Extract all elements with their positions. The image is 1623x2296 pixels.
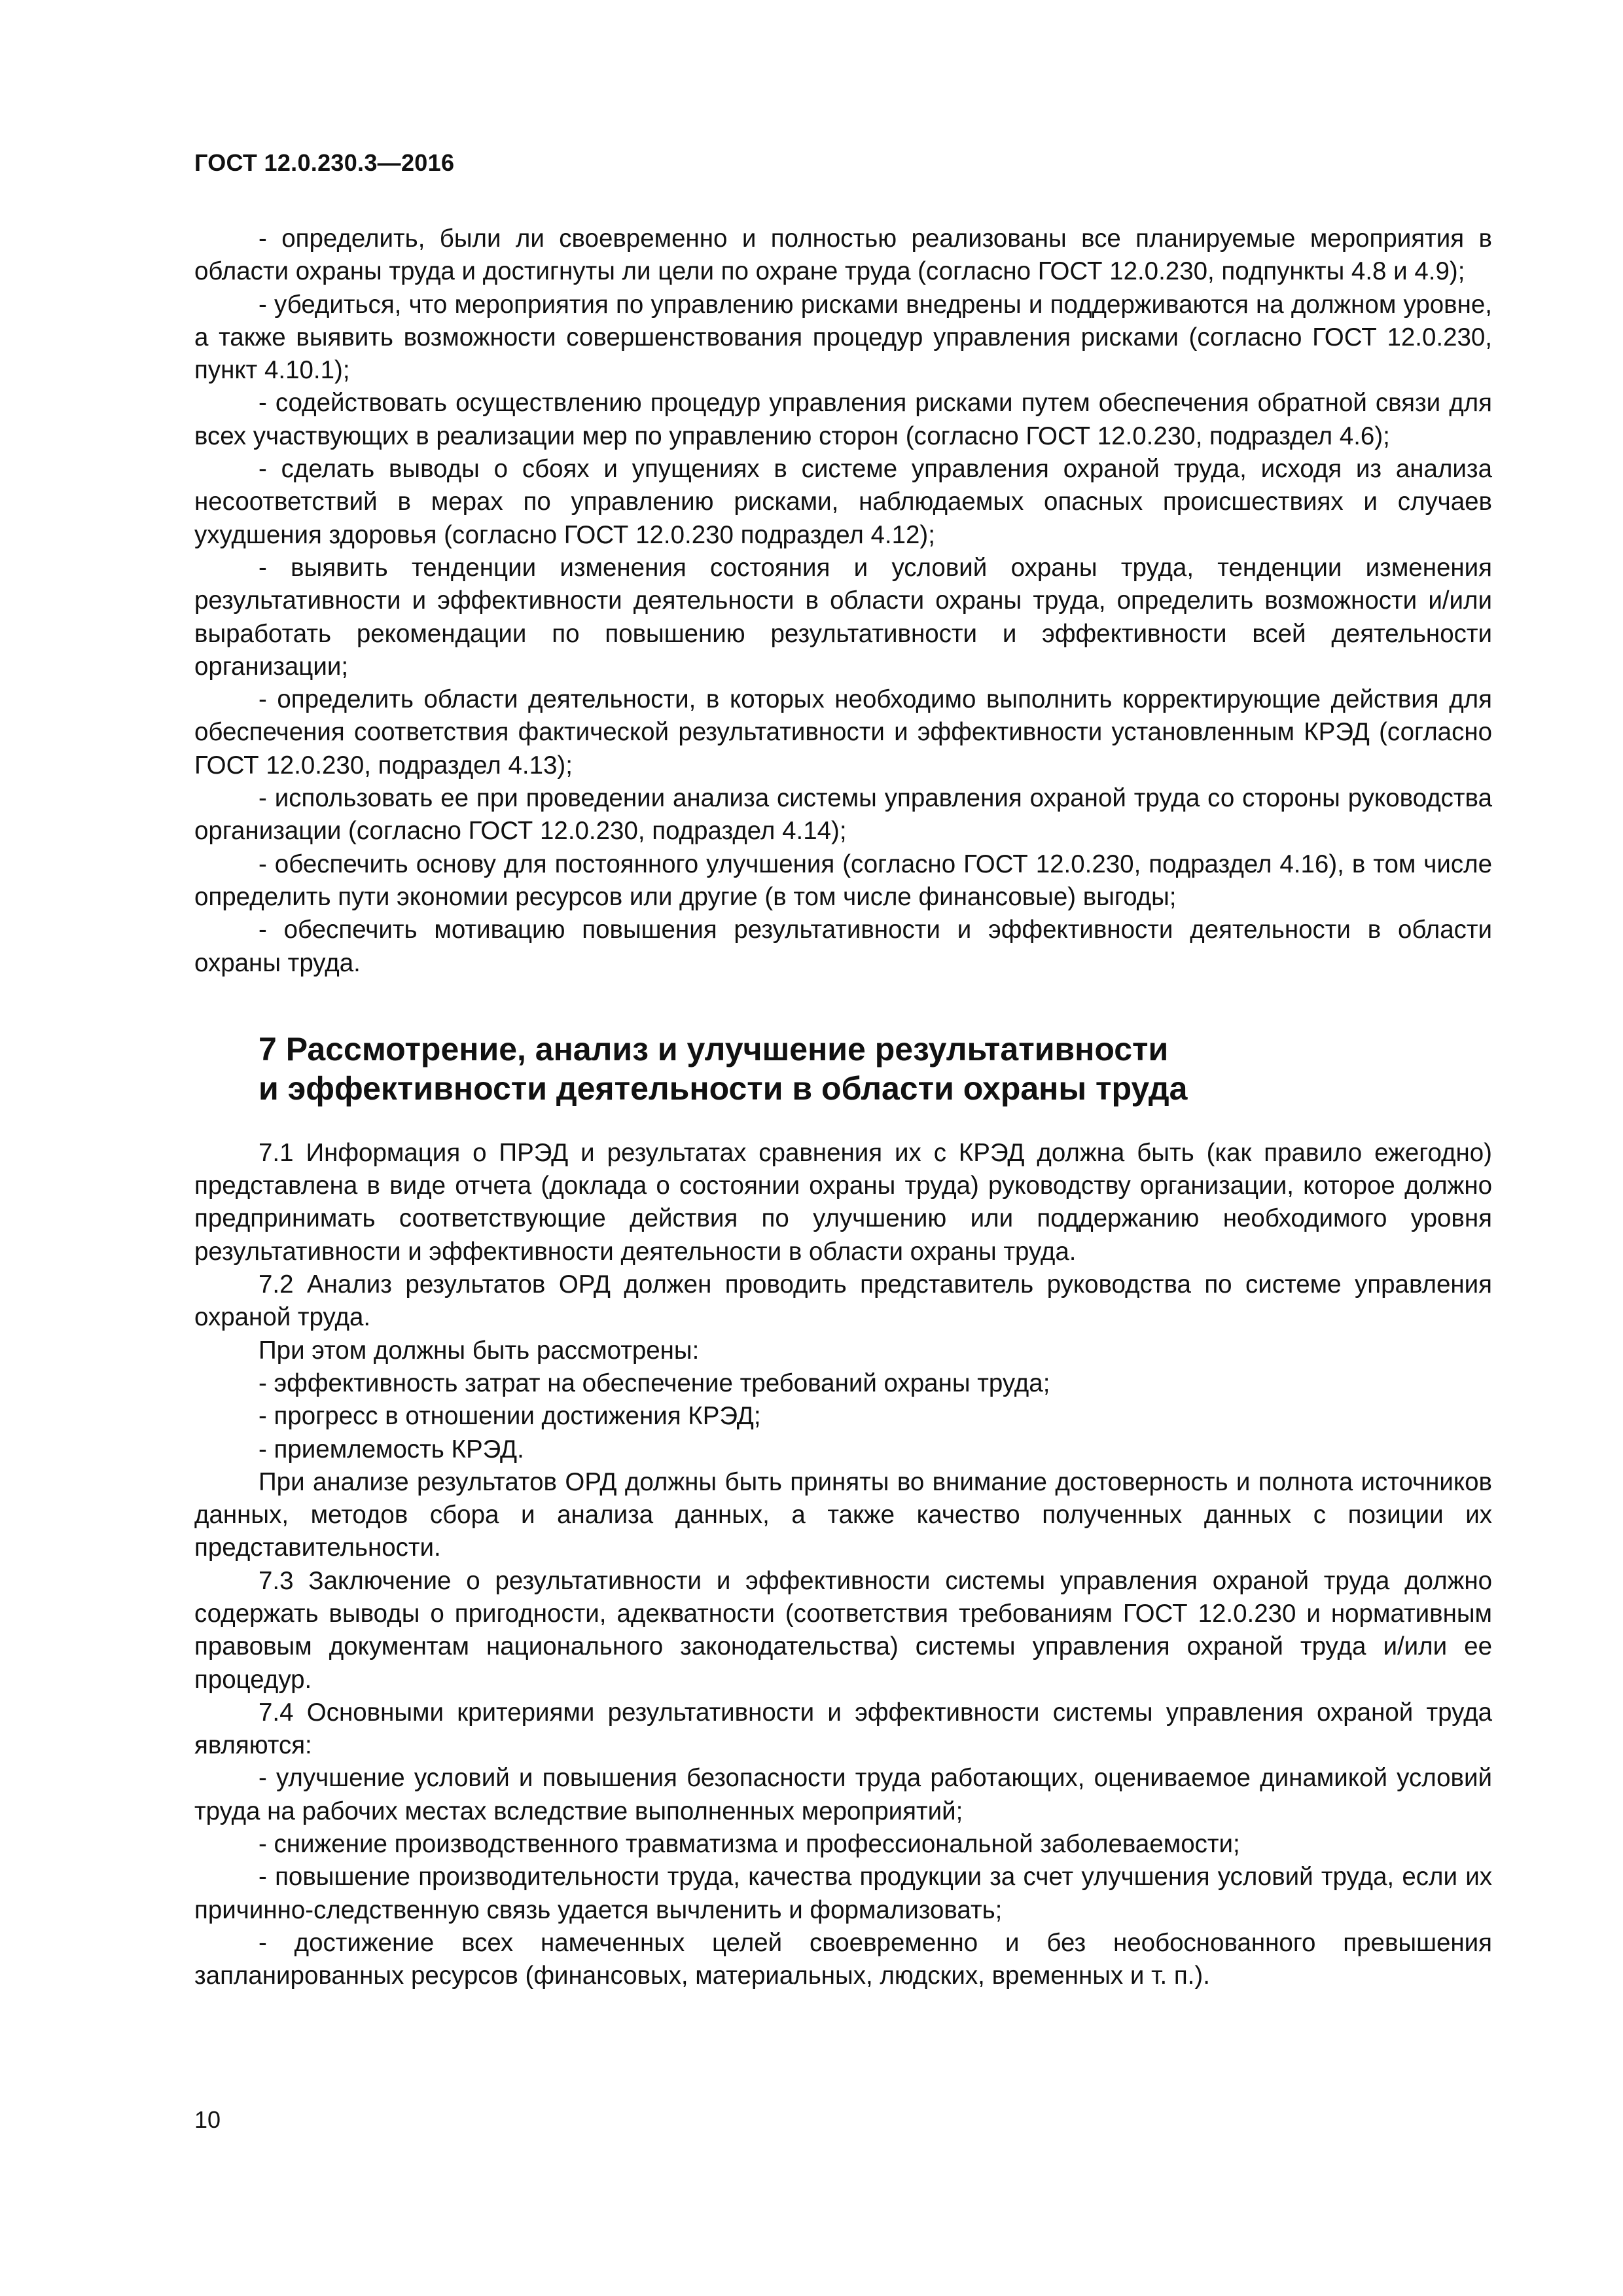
list-item: - приемлемость КРЭД. xyxy=(259,1435,524,1463)
list-item: - сделать выводы о сбоях и упущениях в системе управления охраной труда, исходя из анализа несоответствий в мерах по управлению рисками, наблюдаемых опасных происшествиях и случаев ухудшения здоровья (согласно ГОСТ 12.0.230 подраздел 4.12); xyxy=(194,455,1492,549)
list-item: - выявить тенденции изменения состояния и условий охраны труда, тенденции изменения результативности и эффективности деятельности в области охраны труда, определить возможности и/или выработать рекомендации по повышению результативности и эффективности всей деятельности организации; xyxy=(194,553,1492,681)
paragraph: При анализе результатов ОРД должны быть приняты во внимание достоверность и полнота источников данных, методов сбора и анализа данных, а также качество полученных данных с позиции их представительности. xyxy=(194,1467,1492,1562)
section-7-body xyxy=(194,1137,1492,1993)
list-item: - использовать ее при проведении анализа системы управления охраной труда со стороны руководства организации (согласно ГОСТ 12.0.230, подраздел 4.14); xyxy=(194,784,1492,846)
section-title-line: 7 Рассмотрение, анализ и улучшение результативности xyxy=(259,1030,1169,1067)
list-item: - обеспечить мотивацию повышения результативности и эффективности деятельности в области охраны труда. xyxy=(194,916,1492,977)
paragraph-7-1: 7.1 Информация о ПРЭД и результатах сравнения их с КРЭД должна быть (как правило ежегодно) представлена в виде отчета (доклада о состоянии охраны труда) руководству организации, которое должно предпринимать соответствующие действия по улучшению или поддержанию необходимого уровня результативности и эффективности деятельности в области охраны труда. xyxy=(194,1138,1492,1266)
bullet-list-top xyxy=(194,223,1492,980)
document-header: ГОСТ 12.0.230.3—2016 xyxy=(194,149,455,176)
paragraph-7-2: 7.2 Анализ результатов ОРД должен проводить представитель руководства по системе управления охраной труда. xyxy=(194,1270,1492,1332)
paragraph: При этом должны быть рассмотрены: xyxy=(259,1336,700,1365)
list-item: - обеспечить основу для постоянного улучшения (согласно ГОСТ 12.0.230, подраздел 4.16), в том числе определить пути экономии ресурсов или другие (в том числе финансовые) выгоды; xyxy=(194,850,1492,911)
list-item: - убедиться, что мероприятия по управлению рисками внедрены и поддерживаются на должном уровне, а также выявить возможности совершенствования процедур управления рисками (согласно ГОСТ 12.0.230, пункт 4.10.1); xyxy=(194,290,1492,385)
list-item: - определить, были ли своевременно и полностью реализованы все планируемые мероприятия в области охраны труда и достигнуты ли цели по охране труда (согласно ГОСТ 12.0.230, подпункты 4.8 и 4.9); xyxy=(194,224,1492,286)
list-item: - прогресс в отношении достижения КРЭД; xyxy=(259,1402,761,1431)
list-item: - достижение всех намеченных целей своевременно и без необоснованного превышения запланированных ресурсов (финансовых, материальных, людских, временных и т. п.). xyxy=(194,1928,1492,1990)
paragraph-7-4: 7.4 Основными критериями результативности и эффективности системы управления охраной труда являются: xyxy=(194,1698,1492,1760)
list-item: - определить области деятельности, в которых необходимо выполнить корректирующие действия для обеспечения соответствия фактической результативности и эффективности установленным КРЭД (согласно ГОСТ 12.0.230, подраздел 4.13); xyxy=(194,685,1492,780)
page-number: 10 xyxy=(194,2106,221,2133)
document-body xyxy=(194,223,1492,1993)
section-title-line: и эффективности деятельности в области охраны труда xyxy=(259,1069,1188,1107)
list-item: - эффективность затрат на обеспечение требований охраны труда; xyxy=(259,1369,1050,1397)
list-item: - улучшение условий и повышения безопасности труда работающих, оцениваемое динамикой условий труда на рабочих местах вследствие выполненных мероприятий; xyxy=(194,1764,1492,1825)
list-item: - содействовать осуществлению процедур управления рисками путем обеспечения обратной связи для всех участвующих в реализации мер по управлению сторон (согласно ГОСТ 12.0.230, подраздел 4.6); xyxy=(194,389,1492,450)
list-item: - повышение производительности труда, качества продукции за счет улучшения условий труда, если их причинно-следственную связь удается вычленить и формализовать; xyxy=(194,1863,1492,1924)
paragraph-7-3: 7.3 Заключение о результативности и эффективности системы управления охраной труда должно содержать выводы о пригодности, адекватности (соответствия требованиям ГОСТ 12.0.230 и нормативным правовым документам национального законодательства) системы управления охраной труда и/или ее процедур. xyxy=(194,1566,1492,1694)
section-7-title xyxy=(194,1030,1492,1108)
list-item: - снижение производственного травматизма и профессиональной заболеваемости; xyxy=(259,1830,1240,1859)
